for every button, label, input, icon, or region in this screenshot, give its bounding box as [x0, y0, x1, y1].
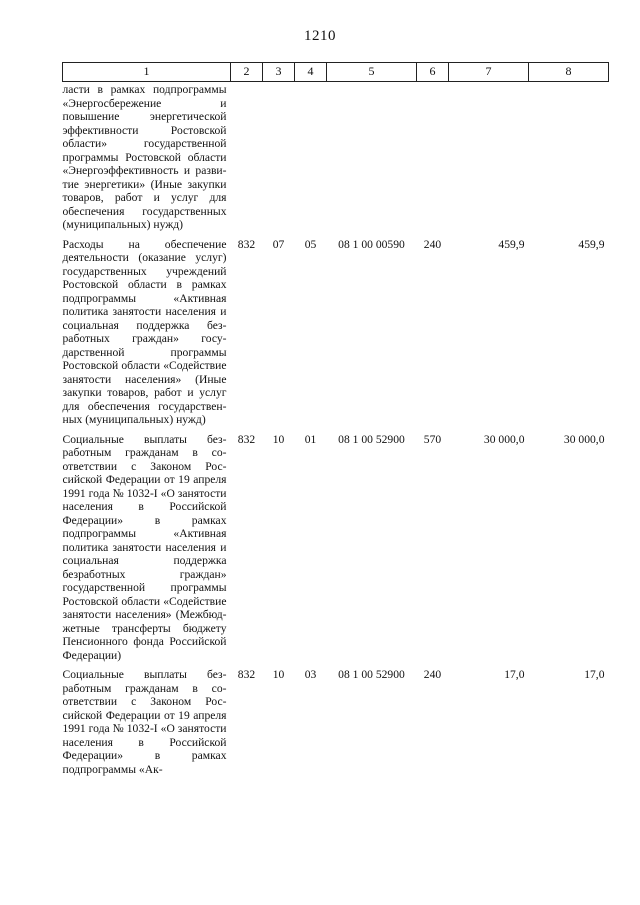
cell-ministry: 832: [237, 432, 256, 446]
cell-subsection: 05: [304, 237, 317, 251]
cell-expense-type: 240: [423, 668, 442, 681]
page-number: 1210: [304, 28, 336, 44]
cell-target-article: 08 1 00 00590: [338, 237, 405, 251]
cell-amount-1: 30 000,0: [483, 432, 525, 446]
cell-amount-2: [529, 82, 609, 232]
cell-expense-type: [417, 82, 449, 232]
cell-subsection: [295, 82, 327, 232]
row-description: Социальные выплаты безработным гражданам в соответствии с Законом Российской Федерации от 19 апреля 1991 года № 1032-I «О занятости населения в Российской Федерации» в рамках подпрограммы «Активная политика занятости населения и социальная поддержка безработных граждан» государственной программы Ростовской области «Содействие занятости населения» (Межбюджетные трансферты бюджету Пенсионного фонда Российской Федерации): [62, 432, 227, 662]
cell-section: [263, 82, 295, 232]
column-header-2: 2: [231, 63, 263, 82]
cell-amount-2: 459,9: [578, 237, 605, 251]
table-row: [63, 662, 609, 776]
cell-expense-type: 570: [423, 432, 442, 446]
cell-expense-type: 240: [423, 237, 442, 251]
cell-amount-1: 459,9: [498, 237, 525, 251]
column-header-4: 4: [295, 63, 327, 82]
cell-amount-2: 17,0: [584, 668, 605, 681]
cell-amount-1: [449, 82, 529, 232]
cell-section: 10: [272, 668, 285, 681]
cell-ministry: 832: [237, 237, 256, 251]
cell-target-article: 08 1 00 52900: [338, 668, 405, 681]
column-header-6: 6: [417, 63, 449, 82]
row-description: Социальные выплаты безработным гражданам в соответствии с Законом Российской Федерации от 19 апреля 1991 года № 1032-I «О занятости населения в Российской Федерации» в рамках подпрограммы «Ак-: [62, 668, 227, 776]
table-row: [63, 427, 609, 663]
cell-ministry: 832: [237, 668, 256, 681]
cell-amount-2: 30 000,0: [563, 432, 605, 446]
table-header-row: [63, 63, 609, 82]
cell-target-article: 08 1 00 52900: [338, 432, 405, 446]
cell-ministry: [231, 82, 263, 232]
column-header-5: 5: [327, 63, 417, 82]
column-header-7: 7: [449, 63, 529, 82]
cell-section: 10: [272, 432, 285, 446]
cell-target-article: [327, 82, 417, 232]
cell-amount-1: 17,0: [504, 668, 525, 681]
table-row: [63, 82, 609, 232]
cell-section: 07: [272, 237, 285, 251]
column-header-3: 3: [263, 63, 295, 82]
table-row: [63, 232, 609, 427]
column-header-1: 1: [63, 63, 231, 82]
cell-subsection: 03: [304, 668, 317, 681]
row-description: Расходы на обеспечение деятельности (оказание услуг) государственных учреждений Ростовской области в рамках подпрограммы «Активная политика занятости населения и социальная поддержка безработных граждан» государственной программы Ростовской области «Содействие занятости населения» (Иные закупки товаров, работ и услуг для обеспечения государственных (муниципальных) нужд): [62, 237, 227, 426]
cell-subsection: 01: [304, 432, 317, 446]
row-description: ласти в рамках подпрограммы «Энергосбережение и повышение энергетической эффективности Ростовской области» государственной программы Ростовской области «Энергоэффективность и развитие энергетики» (Иные закупки товаров, работ и услуг для обеспечения государственных (муниципальных) нужд): [62, 83, 227, 231]
column-header-8: 8: [529, 63, 609, 82]
budget-table: [62, 62, 609, 776]
